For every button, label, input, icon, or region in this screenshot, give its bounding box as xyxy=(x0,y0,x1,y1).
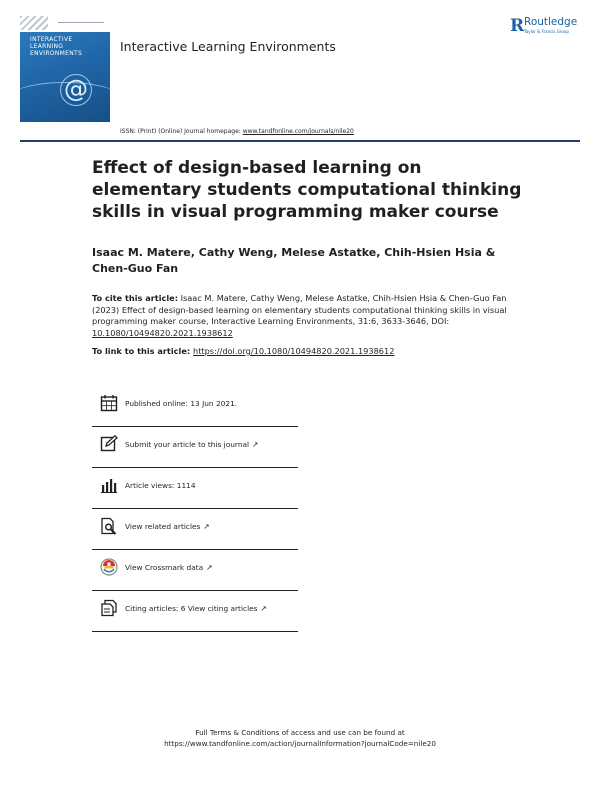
header-divider xyxy=(20,140,580,142)
action-label xyxy=(125,563,213,572)
journal-name[interactable]: Interactive Learning Environments xyxy=(120,39,336,54)
action-label-text: View Crossmark data xyxy=(125,563,204,572)
article-doi-url[interactable]: https://doi.org/10.1080/10494820.2021.1938612 xyxy=(193,346,395,356)
cover-title-line: LEARNING xyxy=(30,43,64,50)
crossmark-icon xyxy=(100,558,118,576)
action-label xyxy=(125,604,267,613)
action-label xyxy=(125,440,258,449)
cover-pattern xyxy=(20,16,48,30)
action-crossmark[interactable] xyxy=(92,550,298,591)
citation-label: To cite this article: xyxy=(92,293,178,303)
issn-line xyxy=(120,128,354,135)
action-article-views xyxy=(92,468,298,509)
journal-cover-image xyxy=(20,16,110,122)
calendar-icon xyxy=(100,394,118,412)
bar-chart-icon xyxy=(100,476,118,494)
cover-title-line: INTERACTIVE xyxy=(30,36,73,43)
action-label-text: Submit your article to this journal xyxy=(125,440,250,449)
article-title: Effect of design-based learning on elementary students computational thinking skills in visual programming maker course xyxy=(92,158,522,222)
article-link-line xyxy=(92,346,522,358)
at-sign-icon: @ xyxy=(60,74,92,106)
action-label-text: Citing articles: 6 View citing articles xyxy=(125,604,258,613)
citing-articles-icon xyxy=(100,599,118,617)
action-citing-articles[interactable] xyxy=(92,591,298,632)
related-search-icon xyxy=(100,517,118,535)
article-authors: Isaac M. Matere, Cathy Weng, Melese Astatke, Chih-Hsien Hsia & Chen-Guo Fan xyxy=(92,246,496,275)
action-label-text: View related articles xyxy=(125,522,201,531)
footer xyxy=(100,727,500,749)
footer-terms-text: Full Terms & Conditions of access and use can be found at xyxy=(195,728,405,737)
action-label: Article views: 1114 xyxy=(125,481,196,490)
publisher-logo[interactable] xyxy=(510,16,590,40)
cover-divider xyxy=(58,22,104,23)
publisher-name: Routledge xyxy=(524,16,578,28)
external-link-icon: ↗ xyxy=(260,604,267,613)
citation-text: Isaac M. Matere, Cathy Weng, Melese Astatke, Chih-Hsien Hsia & Chen-Guo Fan (2023) Effect of design-based learning on elementary students computational thinking skills in visual programming maker course, Interactive Learning Environments, 31:6, 3633-3646, DOI: xyxy=(92,293,507,326)
issn-text: ISSN: (Print) (Online) Journal homepage: xyxy=(120,128,243,135)
action-label xyxy=(125,522,210,531)
external-link-icon: ↗ xyxy=(252,440,259,449)
doi-link[interactable]: 10.1080/10494820.2021.1938612 xyxy=(92,327,233,338)
citation-block xyxy=(92,293,522,339)
cover-title xyxy=(30,36,108,57)
edit-icon xyxy=(100,435,118,453)
action-published-online xyxy=(92,386,298,427)
action-submit-article[interactable] xyxy=(92,427,298,468)
article-actions-list xyxy=(92,386,298,632)
routledge-r-icon: R xyxy=(510,16,525,36)
external-link-icon: ↗ xyxy=(203,522,210,531)
external-link-icon: ↗ xyxy=(206,563,213,572)
action-related-articles[interactable] xyxy=(92,509,298,550)
cover-title-line: ENVIRONMENTS xyxy=(30,50,83,57)
action-label: Published online: 13 Jun 2021. xyxy=(125,399,238,408)
footer-terms-url[interactable]: https://www.tandfonline.com/action/journalInformation?journalCode=nile20 xyxy=(164,739,436,748)
link-label: To link to this article: xyxy=(92,346,193,356)
publisher-subtitle: Taylor & Francis Group xyxy=(524,29,569,34)
journal-homepage-link[interactable]: www.tandfonline.com/journals/nile20 xyxy=(242,128,354,135)
